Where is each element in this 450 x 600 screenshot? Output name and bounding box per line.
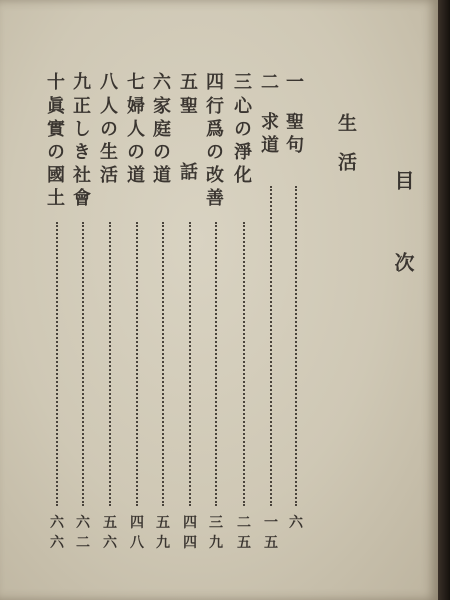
entry-page: 六二 — [76, 515, 90, 551]
dot-leader — [56, 222, 58, 506]
toc-entry-3 — [231, 72, 257, 551]
entry-page: 六六 — [50, 515, 64, 551]
entry-page: 五六 — [103, 515, 117, 551]
entry-number: 四 — [203, 72, 224, 91]
toc-entry-8 — [97, 72, 123, 551]
entry-title: 行爲の改善 — [203, 96, 224, 211]
entry-title: 正しき社會 — [70, 96, 91, 211]
entry-title: 求道 — [258, 112, 279, 158]
entry-page: 四八 — [130, 515, 144, 551]
entry-page: 五九 — [156, 515, 170, 551]
entry-title: 心の淨化 — [231, 96, 252, 188]
entry-title: 眞實の國土 — [44, 96, 65, 211]
dot-leader — [82, 222, 84, 506]
dot-leader — [295, 186, 297, 506]
entry-page: 三九 — [209, 515, 223, 551]
entry-number: 五 — [177, 72, 198, 91]
dot-leader — [215, 222, 217, 506]
entry-page: 一五 — [264, 515, 278, 551]
dot-leader — [109, 222, 111, 506]
entry-number: 十 — [44, 72, 65, 91]
toc-entry-2 — [258, 72, 284, 551]
dot-leader — [189, 222, 191, 506]
toc-entry-7 — [124, 72, 150, 551]
toc-heading: 目次 — [391, 170, 415, 334]
entry-number: 六 — [150, 72, 171, 91]
entry-page: 六 — [289, 515, 303, 531]
toc-entry-4 — [203, 72, 229, 551]
entry-title: 婦人の道 — [124, 96, 145, 188]
entry-number: 二 — [258, 72, 279, 91]
section-title: 生活 — [335, 113, 357, 191]
toc-entry-1 — [283, 72, 309, 542]
toc-entry-5 — [177, 72, 203, 551]
toc-entry-6 — [150, 72, 176, 551]
entry-number: 一 — [283, 72, 304, 91]
dot-leader — [243, 222, 245, 506]
dot-leader — [162, 222, 164, 506]
entry-page: 二五 — [237, 515, 251, 551]
entry-title: 家庭の道 — [150, 96, 171, 188]
entry-number: 九 — [70, 72, 91, 91]
dot-leader — [270, 186, 272, 506]
dot-leader — [136, 222, 138, 506]
entry-number: 八 — [97, 72, 118, 91]
entry-number: 七 — [124, 72, 145, 91]
toc-entry-9 — [70, 72, 96, 551]
entry-number: 三 — [231, 72, 252, 91]
entry-title: 人の生活 — [97, 96, 118, 188]
entry-title: 聖話 — [177, 96, 198, 228]
entry-page: 四四 — [183, 515, 197, 551]
book-spine-edge — [438, 0, 450, 600]
toc-entry-10 — [44, 72, 70, 551]
entry-title: 聖句 — [283, 112, 304, 158]
